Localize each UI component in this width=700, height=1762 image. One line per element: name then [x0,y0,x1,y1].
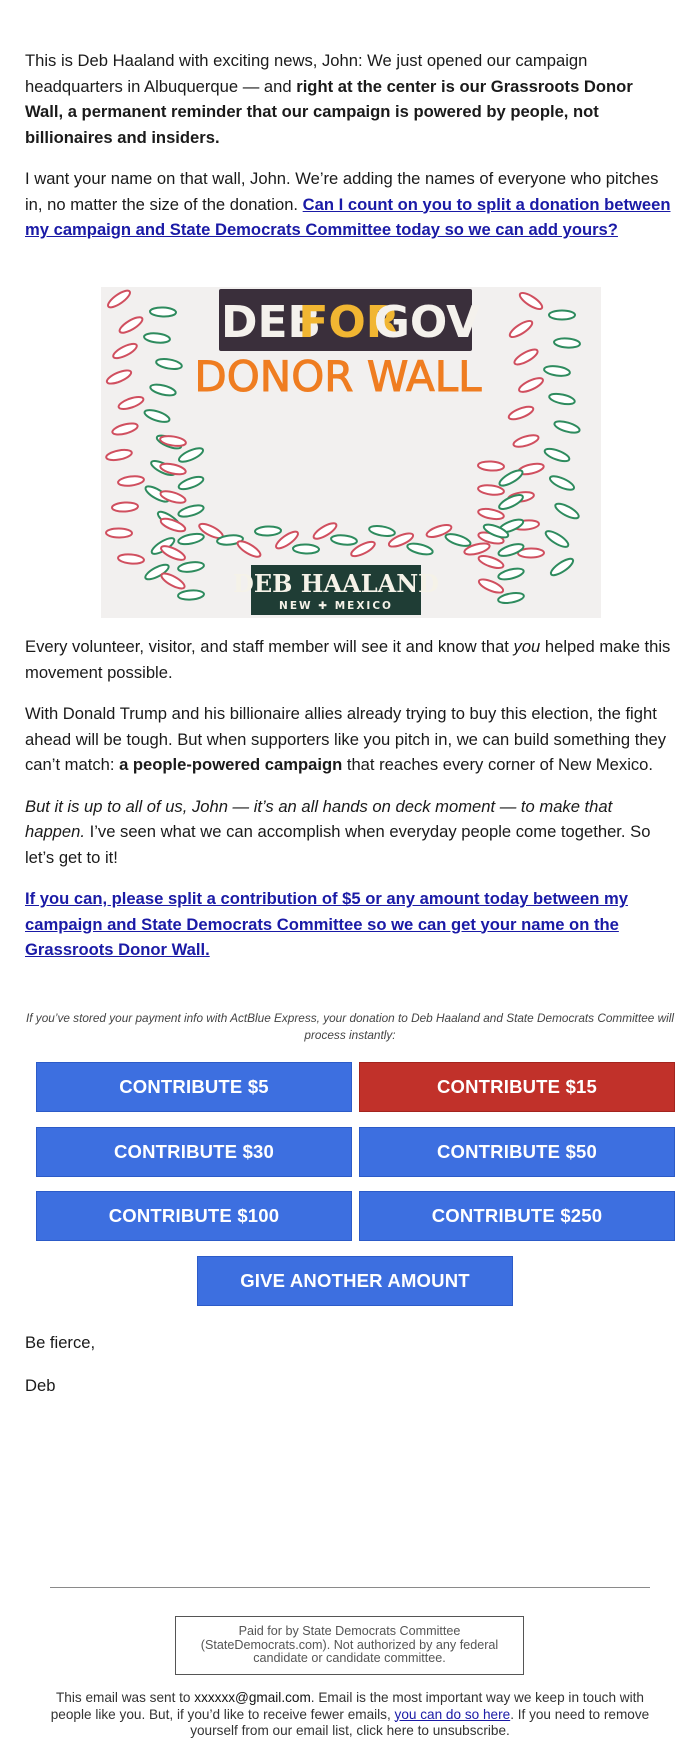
pepper-shape [106,528,132,537]
intro-paragraph: This is Deb Haaland with exciting news, John: We just opened our campaign headquarters in Albuquerque — and right at the center is our Grassroots Donor Wall, a permanent reminder that our campaign is powered by people, not billionaires and insiders. [25,51,633,147]
banner-gov-text: GOV [373,297,481,348]
donor-wall-text: DONOR WALL [194,352,482,401]
contribute-50-button[interactable]: CONTRIBUTE $50 [359,1127,675,1177]
paid-for-disclaimer [175,1616,524,1675]
pepper-shape [255,526,281,536]
pepper-shape [150,307,176,317]
signoff-line: Be fierce, [25,1333,96,1352]
contribute-30-button[interactable]: CONTRIBUTE $30 [36,1127,352,1177]
volunteer-paragraph: Every volunteer, visitor, and staff member will see it and know that you helped make this movement possible. [25,637,671,682]
email-body-continued [25,634,675,979]
signature-name: Deb [25,1376,56,1395]
contribute-5-button[interactable]: CONTRIBUTE $5 [36,1062,352,1112]
ask-paragraph: I want your name on that wall, John. We’re adding the names of everyone who pitches in, no matter the size of the donation. Can I count on you to split a donation between my campaign and State Democrats Committee today so we can add yours? [25,169,671,239]
paid-for-text: Paid for by State Democrats Committee (StateDemocrats.com). Not authorized by any federal candidate or candidate committee. [200,1624,499,1666]
intro-bold-text: right at the center is our Grassroots Donor Wall, a permanent reminder that our campaign is powered by people, not billionaires and insiders. [25,76,633,147]
all-hands-paragraph: But it is up to all of us, John — it’s an all hands on deck moment — to make that happen. I’ve seen what we can accomplish when everyday people come together. So let’s get to it! [25,796,651,867]
trump-paragraph: With Donald Trump and his billionaire allies already trying to buy this election, the fight ahead will be tough. But when supporters like you pitch in, we can build something they can’t match: a people-powered campaign that reaches every corner of New Mexico. [25,704,667,774]
donor-wall-photo[interactable] [101,287,601,618]
fewer-emails-link[interactable]: you can do so here [394,1706,511,1722]
pepper-shape [549,311,575,320]
contribute-15-button[interactable]: CONTRIBUTE $15 [359,1062,675,1112]
pepper-shape [293,544,319,554]
actblue-express-note: If you’ve stored your payment info with ActBlue Express, your donation to Deb Haaland and State Democrats Committee will process instantly: [25,1011,675,1042]
donor-wall-image [101,287,601,618]
banner-deb-text: DEB [220,297,322,348]
logo-state-text: NEW ✚ MEXICO [279,600,393,612]
final-ask-paragraph [25,886,675,963]
footer-divider [50,1587,650,1588]
pepper-shape [478,461,504,471]
give-another-amount-button[interactable]: GIVE ANOTHER AMOUNT [197,1256,513,1306]
recipient-email: xxxxxx@gmail.com [194,1690,311,1705]
split-donation-link[interactable]: Can I count on you to split a donation between my campaign and State Democrats Committee today so we can add yours? [25,194,671,239]
pepper-shape [112,502,138,512]
contribute-250-button[interactable]: CONTRIBUTE $250 [359,1191,675,1241]
logo-name-text: DEB HAALAND [233,569,439,598]
banner-for-text: FOR [298,297,400,348]
footer-text: This email was sent to xxxxxx@gmail.com. Email is the most important way we keep in touch with people like you. But, if you’d like to receive fewer emails, you can do so here. If you need to remove yourself from our email list, click here to unsubscribe. [50,1690,650,1738]
email-body [25,48,675,259]
contribute-100-button[interactable]: CONTRIBUTE $100 [36,1191,352,1241]
split-contribution-link[interactable]: If you can, please split a contribution of $5 or any amount today between my campaign and State Democrats Committee so we can get your name on the Grassroots Donor Wall. [25,889,629,959]
